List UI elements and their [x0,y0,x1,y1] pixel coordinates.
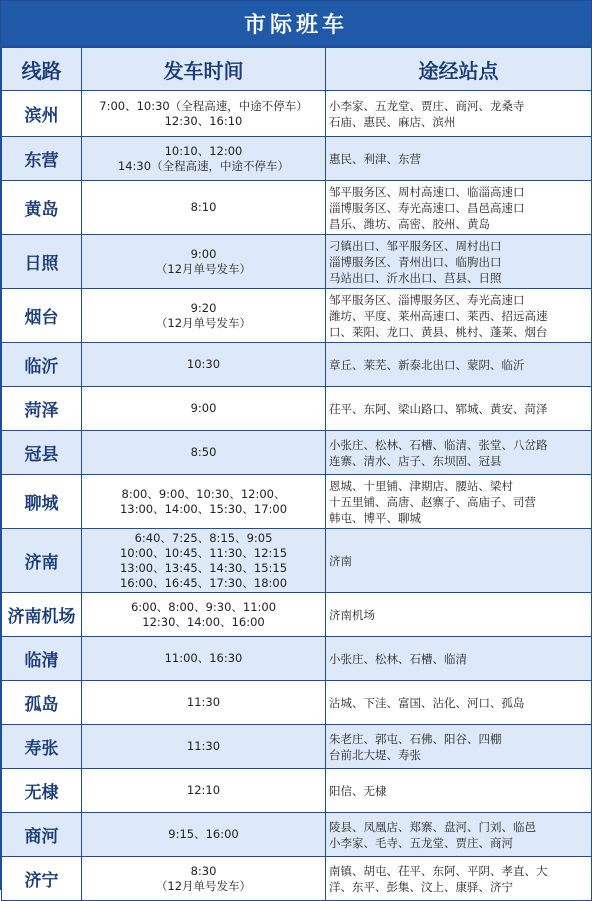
stops-cell: 惠民、利津、东营 [326,137,592,181]
stops-cell: 邹平服务区、周村高速口、临淄高速口 淄博服务区、寿光高速口、昌邑高速口 昌乐、潍坊、高密、胶州、黄岛 [326,181,592,235]
time-cell: 8:30 （12月单号发车） [82,857,326,901]
schedule-table [1,47,592,901]
table-row [2,343,592,387]
route-cell: 聊城 [2,475,82,529]
stops-cell: 沾城、下洼、富国、沾化、河口、孤岛 [326,681,592,725]
time-cell: 8:00、9:00、10:30、12:00、 13:00、14:00、15:30、17:00 [82,475,326,529]
table-row [2,769,592,813]
time-cell: 12:10 [82,769,326,813]
stops-cell: 恩城、十里铺、津期店、腰站、梁村 十五里铺、高唐、赵寨子、高庙子、司营 韩屯、博平、聊城 [326,475,592,529]
route-cell: 无棣 [2,769,82,813]
stops-cell: 朱老庄、郭屯、石佛、阳谷、四棚 台前北大堤、寿张 [326,725,592,769]
table-row [2,529,592,593]
table-row [2,431,592,475]
table-row [2,725,592,769]
header-route: 线路 [2,48,82,91]
stops-cell: 小李家、五龙堂、贾庄、商河、龙桑寺 石庙、惠民、麻店、滨州 [326,91,592,137]
route-cell: 东营 [2,137,82,181]
time-cell: 11:00、16:30 [82,637,326,681]
header-time: 发车时间 [82,48,326,91]
route-cell: 寿张 [2,725,82,769]
route-cell: 日照 [2,235,82,289]
table-row [2,289,592,343]
time-cell: 11:30 [82,725,326,769]
table-row [2,813,592,857]
route-cell: 冠县 [2,431,82,475]
time-cell: 6:00、8:00、9:30、11:00 12:30、14:00、16:00 [82,593,326,637]
route-cell: 临沂 [2,343,82,387]
time-cell: 7:00、10:30（全程高速，中途不停车） 12:30、16:10 [82,91,326,137]
route-cell: 烟台 [2,289,82,343]
table-row [2,857,592,901]
route-cell: 滨州 [2,91,82,137]
time-cell: 9:15、16:00 [82,813,326,857]
route-cell: 济南 [2,529,82,593]
stops-cell: 济南机场 [326,593,592,637]
time-cell: 6:40、7:25、8:15、9:05 10:00、10:45、11:30、12:15 13:00、13:45、14:30、15:15 16:00、16:45、17:30、18:00 [82,529,326,593]
table-row [2,387,592,431]
time-cell: 10:30 [82,343,326,387]
route-cell: 商河 [2,813,82,857]
header-stops: 途经站点 [326,48,592,91]
table-row [2,593,592,637]
route-cell: 济宁 [2,857,82,901]
stops-cell: 陵县、凤凰店、郑寨、盘河、门刘、临邑 小李家、毛寺、五龙堂、贾庄、商河 [326,813,592,857]
route-cell: 黄岛 [2,181,82,235]
time-cell: 9:00 （12月单号发车） [82,235,326,289]
stops-cell: 小张庄、松林、石槽、临清、张堂、八岔路 连寨、清水、店子、东坝固、冠县 [326,431,592,475]
time-cell: 9:00 [82,387,326,431]
route-cell: 菏泽 [2,387,82,431]
table-row [2,637,592,681]
table-row [2,235,592,289]
time-cell: 8:10 [82,181,326,235]
table-row [2,681,592,725]
table-header-row [2,48,592,91]
time-cell: 11:30 [82,681,326,725]
stops-cell: 南镇、胡屯、茌平、东阿、平阴、孝直、大 洋、东平、彭集、汶上、康驿、济宁 [326,857,592,901]
time-cell: 9:20 （12月单号发车） [82,289,326,343]
stops-cell: 小张庄、松林、石槽、临清 [326,637,592,681]
time-cell: 8:50 [82,431,326,475]
route-cell: 临清 [2,637,82,681]
stops-cell: 济南 [326,529,592,593]
stops-cell: 邹平服务区、淄博服务区、寿光高速口 潍坊、平度、莱州高速口、莱西、招远高速 口、莱阳、龙口、黄县、桃村、蓬莱、烟台 [326,289,592,343]
table-row [2,91,592,137]
table-row [2,181,592,235]
stops-cell: 茌平、东阿、梁山路口、郓城、黄安、菏泽 [326,387,592,431]
time-cell: 10:10、12:00 14:30（全程高速，中途不停车） [82,137,326,181]
schedule-rows [2,91,592,901]
stops-cell: 阳信、无棣 [326,769,592,813]
stops-cell: 章丘、莱芜、新泰北出口、蒙阴、临沂 [326,343,592,387]
route-cell: 孤岛 [2,681,82,725]
stops-cell: 刁镇出口、邹平服务区、周村出口 淄博服务区、青州出口、临朐出口 马站出口、沂水出口、莒县、日照 [326,235,592,289]
page-title: 市际班车 [1,1,591,47]
table-row [2,475,592,529]
route-cell: 济南机场 [2,593,82,637]
table-row [2,137,592,181]
